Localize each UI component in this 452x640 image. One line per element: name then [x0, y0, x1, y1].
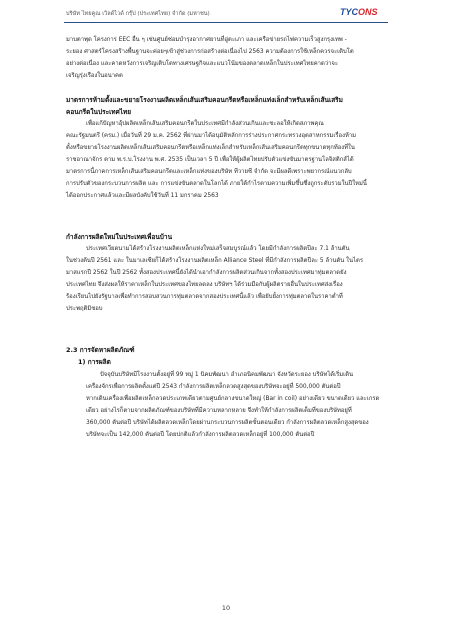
paragraph-line: เพื่อแก้ปัญหาอุ้ปผลิตเหล็กเส้นเสริมคอนกรีตในประเทศมีกำลังส่วนเกินและชะลอให้เกิดสภาพคุณ: [86, 121, 324, 127]
section-heading: คอนกรีตในประเทศไทย: [66, 108, 132, 116]
paragraph-line: ได้ออกประกาศแล้วและมีผลบังคับใช้วันที่ 11 มกราคม 2563: [66, 193, 219, 199]
paragraph-line: บริษัทจะเป็น 142,000 ตันต่อปี โดยปกติแล้วกำลังการผลิตลวดเหล็กอยู่ที่ 100,000 ตันต่อปี: [86, 432, 315, 438]
paragraph-line: คณะรัฐมนตรี (ครม.) เมื่อวันที่ 29 ม.ค. 2562 ที่ผ่านมาได้อนุมัติหลักการร่างประกาศกระทรวงอุตสาหกรรมเรื่องห้าม: [66, 133, 357, 139]
paragraph-line: มาตรการนี้ภาคการเหล็กเส้นเสริมคอนกรีตและเหล็กแท่งของบริษัท ทีวายซี จำกัด จะมีผลดีเพราะพยากรณ์แนวกลับ: [66, 169, 352, 175]
paragraph-line: เดียว อย่างไรก็ตามจากผลิตภัณฑ์ของบริษัทที่มีความหลากหลาย จึงทำให้กำลังการผลิตเต็มที่ของบริษัทอยู่ที่: [86, 408, 352, 414]
logo-text-2: ONS: [358, 7, 378, 17]
paragraph-line: ประพฤติมิชอบ: [66, 306, 103, 312]
paragraph-line: ระยอง ศาสตร์โครงสร้างพื้นฐานจะค่อยๆเข้าสู่ช่วงการก่อสร้างต่อเนื่องไป 2563 ความต้องการใช้เหล็กควรจะเติบโต: [66, 49, 354, 55]
paragraph-line: หากเดินเครื่องเพื่อผลิตเหล็กลวดประเภทเดียวตามศูนย์กลางขนาดใหญ่ (Bar in coil) อย่างเดียว ขนาดเดียว และเกรด: [86, 396, 380, 402]
paragraph-line: ตั้งหรือขยายโรงงานผลิตเหล็กเส้นเสริมคอนกรีตหรือเหล็กแท่งเล็กสำหรับเหล็กเส้นเสริมคอนกรีตทุกขนาดทุกท้องที่ใน: [66, 145, 355, 151]
paragraph-line: ประเทศไทย จึงส่งผลให้ราคาเหล็กในประเทศของไทยลดลง บริษัทฯ ได้ร่วมมือกับผู้ผลิตรายอื่นในประเทศส่งเรื่อง: [66, 282, 343, 288]
subsection-heading: 1) การผลิต: [78, 358, 111, 366]
paragraph-line: เจริญรุ่งเรืองในอนาคต: [66, 73, 123, 79]
logo-text-1: TYC: [340, 7, 358, 17]
company-logo: [340, 7, 378, 17]
paragraph-line: การปรับตัวของกระบวนการผลิต และ การแข่งขันตลาดในโลกได้ ภายใต้กำไรตามความเพิ่มขึ้นซึ่งถูกระดับรวมในปีใหม่นี้: [66, 181, 367, 187]
paragraph-line: ประเทศเวียดนามได้สร้างโรงงานผลิตเหล็กแห่งใหม่เสร็จสมบูรณ์แล้ว โดยมีกำลังการผลิตปีละ 7.1 ล้านตัน: [86, 246, 350, 252]
paragraph-line: ร้องเรียนไปยังรัฐบาลเพื่อทำการสอบสวนการทุ่มตลาดจากสองประเทศนี้แล้ว เพื่อยับยั้งการทุ่มตลาดในราคาต่ำที่: [66, 294, 343, 300]
paragraph-line: ราชอาณาจักร ตาม พ.ร.บ.โรงงาน พ.ศ. 2535 เป็นเวลา 5 ปี เพื่อให้ผู้ผลิตไทยปรับตัวแข่งขันมาตรฐานโลจิสติกส์ได้: [66, 157, 354, 163]
section-heading: 2.3 การจัดหาผลิตภัณฑ์: [66, 346, 135, 354]
section-heading: มาตรการห้ามตั้งและขยายโรงงานผลิตเหล็กเส้นเสริมคอนกรีตหรือเหล็กแท่งเล็กสำหรับเหล็กเส้นเสริม: [66, 96, 343, 104]
section-heading: กำลังการผลิตใหม่ในประเทศเพื่อนบ้าน: [66, 233, 173, 241]
paragraph-line: มาสแรกปี 2562 ในปี 2562 ทั้งสองประเทศนี้ยังได้นำเอากำลังการผลิตส่วนเกินจากทั้งสองประเทศมาทุ่มตลาดยัง: [66, 270, 347, 276]
paragraph-line: 360,000 ตันต่อปี บริษัทได้ผลิตลวดเหล็กโดยผ่านกระบวนการผลิตขั้นตอนเดียว กำลังการผลิตลวดเหล็กสูงสุดของ: [86, 420, 369, 426]
page-number: 10: [221, 604, 231, 612]
paragraph-line: เครื่องจักรเพื่อการผลิตตั้งแต่ปี 2543 กำลังการผลิตเหล็กลวดสูงสุดของบริษัทจะอยู่ที่ 500,000 ตันต่อปี: [86, 384, 341, 390]
header-divider: [64, 22, 388, 23]
header-company-name: บริษัท ไทยคูณ เวิลด์ไวด์ กรุ๊ป (ประเทศไทย) จำกัด (มหาชน): [66, 11, 210, 17]
paragraph-line: มาบตาพุด โครงการ EEC อื่น ๆ เช่นศูนย์ซ่อมบำรุงอากาศยานที่อู่ตะเภา และเครือข่ายรถไฟความเร็วสูงกรุงเทพ -: [66, 37, 347, 43]
paragraph-line: ปัจจุบันบริษัทมีโรงงานตั้งอยู่ที่ 99 หมู่ 1 นิคมพัฒนา อำเภอนิคมพัฒนา จังหวัดระยอง บริษัทได้เริ่มเดิน: [100, 372, 354, 378]
paragraph-line: ในช่วงต้นปี 2561 และ ในมาเลเซียก็ได้สร้างโรงงานผลิตเหล็ก Alliance Steel ที่มีกำลังการผลิตปีละ 5 ล้านตัน ในไตร: [66, 258, 363, 264]
paragraph-line: อย่างต่อเนื่อง และคาดหวังการเจริญเติบโตทางเศรษฐกิจและแนวโน้มของตลาดเหล็กในประเทศไทยคาดว่าจะ: [66, 61, 339, 67]
